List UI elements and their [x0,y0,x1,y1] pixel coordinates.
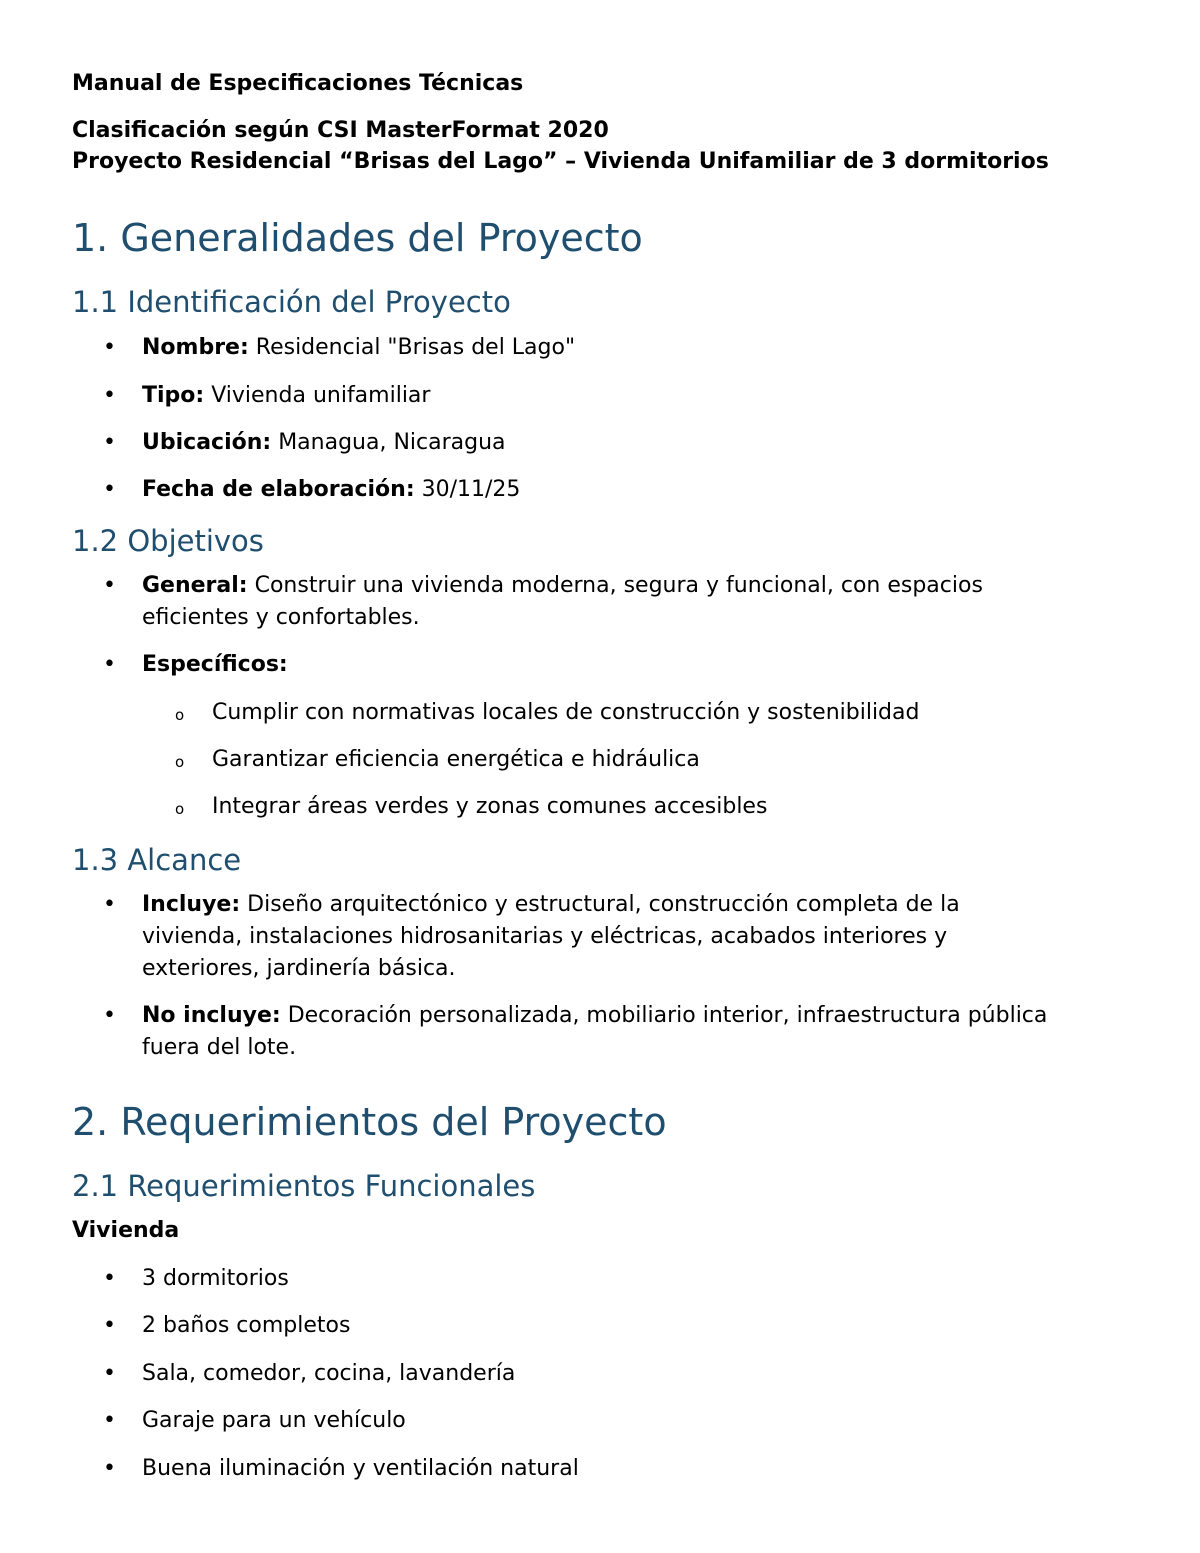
list-item-general-cont: eficientes y confortables. [142,605,420,630]
item-value: Vivienda unifamiliar [204,383,431,408]
list-item-ubicacion [142,430,506,455]
list-item-nombre [142,335,575,360]
section-2-heading: 2. Requerimientos del Proyecto [72,1100,667,1144]
bullet-icon: • [103,1313,116,1338]
bullet-icon: • [103,383,116,408]
bullet-icon: • [103,892,116,917]
list-item: Sala, comedor, cocina, lavandería [142,1361,516,1386]
sub-bullet-icon: o [175,753,185,771]
list-item: Buena iluminación y ventilación natural [142,1456,579,1481]
list-item: 3 dormitorios [142,1266,289,1291]
item-value: Diseño arquitectónico y estructural, construcción completa de la [240,892,960,917]
list-item-fecha [142,477,520,502]
section-1-2-heading: 1.2 Objetivos [72,524,264,558]
item-value: Residencial "Brisas del Lago" [248,335,576,360]
subheading-vivienda: Vivienda [72,1218,180,1243]
sub-list-item: Cumplir con normativas locales de construcción y sostenibilidad [212,700,920,725]
project-line: Proyecto Residencial “Brisas del Lago” – Vivienda Unifamiliar de 3 dormitorios [72,149,1049,174]
bullet-icon: • [103,1408,116,1433]
bullet-icon: • [103,477,116,502]
list-item-especificos [142,652,288,677]
item-label: Fecha de elaboración: [142,477,415,502]
item-value: Decoración personalizada, mobiliario interior, infraestructura pública [280,1003,1048,1028]
item-label: General: [142,573,248,598]
list-item-incluye [142,892,960,917]
section-1-heading: 1. Generalidades del Proyecto [72,216,643,260]
item-value: 30/11/25 [414,477,521,502]
list-item-general [142,573,983,598]
item-label: Tipo: [142,383,205,408]
bullet-icon: • [103,1456,116,1481]
sub-bullet-icon: o [175,706,185,724]
item-value: Construir una vivienda moderna, segura y funcional, con espacios [247,573,983,598]
list-item-incluye-cont: exteriores, jardinería básica. [142,956,456,981]
bullet-icon: • [103,652,116,677]
bullet-icon: • [103,1003,116,1028]
bullet-icon: • [103,573,116,598]
section-1-3-heading: 1.3 Alcance [72,843,242,877]
section-1-1-heading: 1.1 Identificación del Proyecto [72,285,511,319]
sub-list-item: Integrar áreas verdes y zonas comunes accesibles [212,794,768,819]
item-label: Incluye: [142,892,241,917]
manual-title: Manual de Especificaciones Técnicas [72,71,524,96]
item-value: Managua, Nicaragua [271,430,506,455]
sub-bullet-icon: o [175,800,185,818]
list-item-incluye-cont: vivienda, instalaciones hidrosanitarias y eléctricas, acabados interiores y [142,924,948,949]
bullet-icon: • [103,430,116,455]
list-item-tipo [142,383,430,408]
list-item: Garaje para un vehículo [142,1408,406,1433]
section-2-1-heading: 2.1 Requerimientos Funcionales [72,1169,536,1203]
sub-list-item: Garantizar eficiencia energética e hidráulica [212,747,700,772]
bullet-icon: • [103,1361,116,1386]
item-label: Ubicación: [142,430,272,455]
item-label: Nombre: [142,335,249,360]
bullet-icon: • [103,335,116,360]
classification-line: Clasificación según CSI MasterFormat 2020 [72,118,609,143]
bullet-icon: • [103,1266,116,1291]
item-label: No incluye: [142,1003,281,1028]
list-item-no-incluye-cont: fuera del lote. [142,1035,297,1060]
item-label: Específicos: [142,652,288,677]
list-item: 2 baños completos [142,1313,351,1338]
list-item-no-incluye [142,1003,1047,1028]
